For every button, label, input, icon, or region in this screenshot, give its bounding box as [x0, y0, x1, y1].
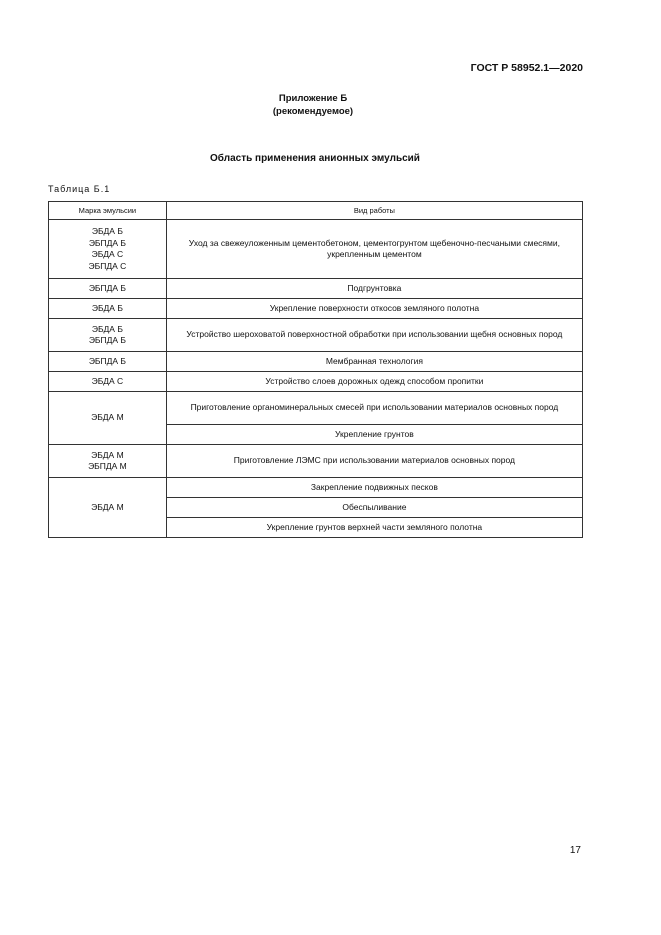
brand-cell: ЭБДА М: [49, 478, 167, 538]
brand-cell: ЭБДА М: [49, 392, 167, 445]
brand-name: ЭБДА Б: [91, 226, 123, 236]
brand-cell: ЭБДА Б: [49, 299, 167, 319]
document-code: ГОСТ Р 58952.1—2020: [470, 62, 583, 74]
brand-name: ЭБПДА Б: [88, 237, 126, 248]
work-cell: Обеспыливание: [166, 498, 582, 518]
table-row: [49, 279, 583, 299]
appendix-title: Приложение Б: [278, 93, 348, 104]
table-row: [49, 445, 583, 478]
header-brand: Марка эмульсии: [49, 202, 167, 220]
table-row: [49, 478, 583, 498]
work-cell: Укрепление грунтов верхней части земляного полотна: [166, 518, 582, 538]
brand-cell: [49, 319, 167, 352]
section-title: Область применения анионных эмульсий: [210, 153, 420, 164]
table-header-row: [49, 202, 583, 220]
brand-cell: ЭБПДА Б: [49, 352, 167, 372]
brand-name: ЭБДА Б: [91, 323, 123, 334]
brand-name: ЭБПДА С: [88, 260, 127, 271]
brand-name: ЭБПДА М: [88, 461, 127, 471]
work-cell: Приготовление ЛЭМС при использовании материалов основных пород: [166, 445, 582, 478]
work-cell: Подгрунтовка: [166, 279, 582, 299]
brand-cell: [49, 445, 167, 478]
work-cell: Мембранная технология: [166, 352, 582, 372]
table-row: [49, 372, 583, 392]
brand-cell: ЭБПДА Б: [49, 279, 167, 299]
table-row: [49, 319, 583, 352]
work-cell: Укрепление поверхности откосов земляного полотна: [166, 299, 582, 319]
brand-cell: ЭБДА С: [49, 372, 167, 392]
table-row: [49, 392, 583, 425]
page-number: 17: [569, 845, 581, 856]
emulsion-application-table: [48, 201, 583, 538]
appendix-heading: [0, 92, 661, 118]
header-work-type: Вид работы: [166, 202, 582, 220]
table-caption: Таблица Б.1: [48, 184, 111, 194]
table-row: [49, 352, 583, 372]
work-cell: Уход за свежеуложенным цементобетоном, цементогрунтом щебеночно-песчаными смесями, укрепленным цементом: [166, 220, 582, 279]
work-cell: Устройство слоев дорожных одежд способом пропитки: [166, 372, 582, 392]
brand-name: ЭБПДА Б: [88, 335, 126, 345]
work-cell: Укрепление грунтов: [166, 425, 582, 445]
work-cell: Закрепление подвижных песков: [166, 478, 582, 498]
table-row: [49, 299, 583, 319]
appendix-subtitle: (рекомендуемое): [272, 106, 354, 117]
brand-name: ЭБДА С: [91, 249, 124, 259]
brand-cell: [49, 220, 167, 279]
table-row: [49, 220, 583, 279]
work-cell: Устройство шероховатой поверхностной обработки при использовании щебня основных пород: [166, 319, 582, 352]
brand-name: ЭБДА М: [91, 449, 124, 460]
work-cell: Приготовление органоминеральных смесей при использовании материалов основных пород: [166, 392, 582, 425]
